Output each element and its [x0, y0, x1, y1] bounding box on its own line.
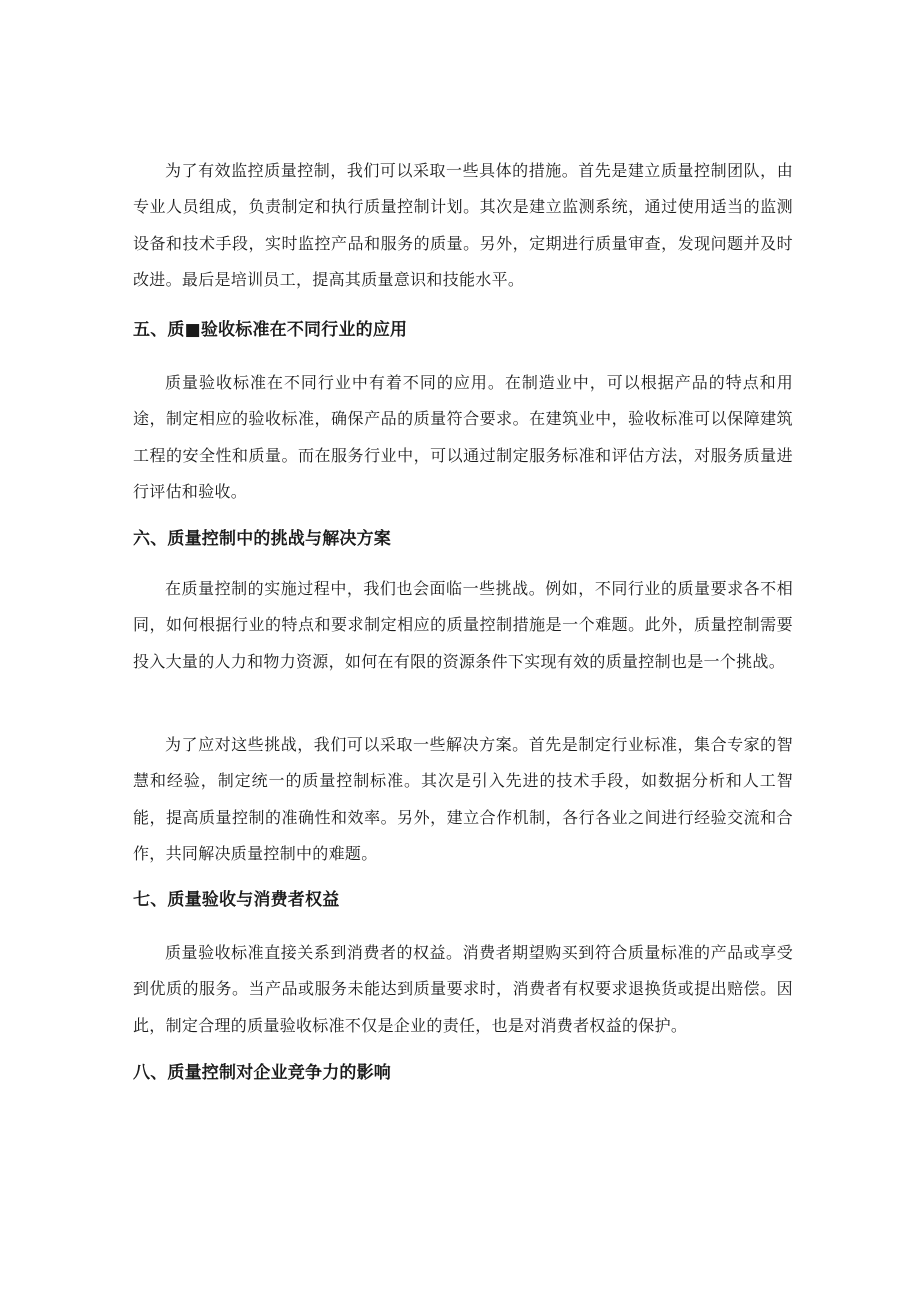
- paragraph-text: 在质量控制的实施过程中，我们也会面临一些挑战。例如，不同行业的质量要求各不相同，如何根据行业的特点和要求制定相应的质量控制措施是一个难题。此外，质量控制需要投入大量的人力和物力资源，如何在有限的资源条件下实现有效的质量控制也是一个挑战。: [133, 579, 793, 671]
- paragraph-text: 质量验收标准直接关系到消费者的权益。消费者期望购买到符合质量标准的产品或享受到优质的服务。当产品或服务未能达到质量要求时，消费者有权要求退换货或提出赔偿。因此，制定合理的质量验收标准不仅是企业的责任，也是对消费者权益的保护。: [133, 943, 793, 1035]
- paragraph-text: 质量验收标准在不同行业中有着不同的应用。在制造业中，可以根据产品的特点和用途，制定相应的验收标准，确保产品的质量符合要求。在建筑业中，验收标准可以保障建筑工程的安全性和质量。而在服务行业中，可以通过制定服务标准和评估方法，对服务质量进行评估和验收。: [133, 373, 793, 502]
- heading-text: 五、质■验收标准在不同行业的应用: [133, 320, 408, 340]
- section-heading-8: [133, 1061, 793, 1085]
- section-heading-6: [133, 527, 793, 551]
- heading-text: 七、质量验收与消费者权益: [133, 890, 340, 910]
- paragraph-text: 为了应对这些挑战，我们可以采取一些解决方案。首先是制定行业标准，集合专家的智慧和经验，制定统一的质量控制标准。其次是引入先进的技术手段，如数据分析和人工智能，提高质量控制的准确性和效率。另外，建立合作机制，各行各业之间进行经验交流和合作，共同解决质量控制中的难题。: [133, 735, 793, 864]
- paragraph-solutions: [133, 727, 793, 873]
- section-heading-7: [133, 888, 793, 912]
- paragraph-consumer-rights: [133, 935, 793, 1044]
- paragraph-industry-application: [133, 365, 793, 511]
- paragraph-challenges: [133, 571, 793, 680]
- section-heading-5: [133, 318, 793, 342]
- heading-text: 六、质量控制中的挑战与解决方案: [133, 529, 391, 549]
- heading-text: 八、质量控制对企业竞争力的影响: [133, 1063, 391, 1083]
- paragraph-monitoring-measures: [133, 153, 793, 299]
- paragraph-text: 为了有效监控质量控制，我们可以采取一些具体的措施。首先是建立质量控制团队，由专业人员组成，负责制定和执行质量控制计划。其次是建立监测系统，通过使用适当的监测设备和技术手段，实时监控产品和服务的质量。另外，定期进行质量审查，发现问题并及时改进。最后是培训员工，提高其质量意识和技能水平。: [133, 161, 793, 290]
